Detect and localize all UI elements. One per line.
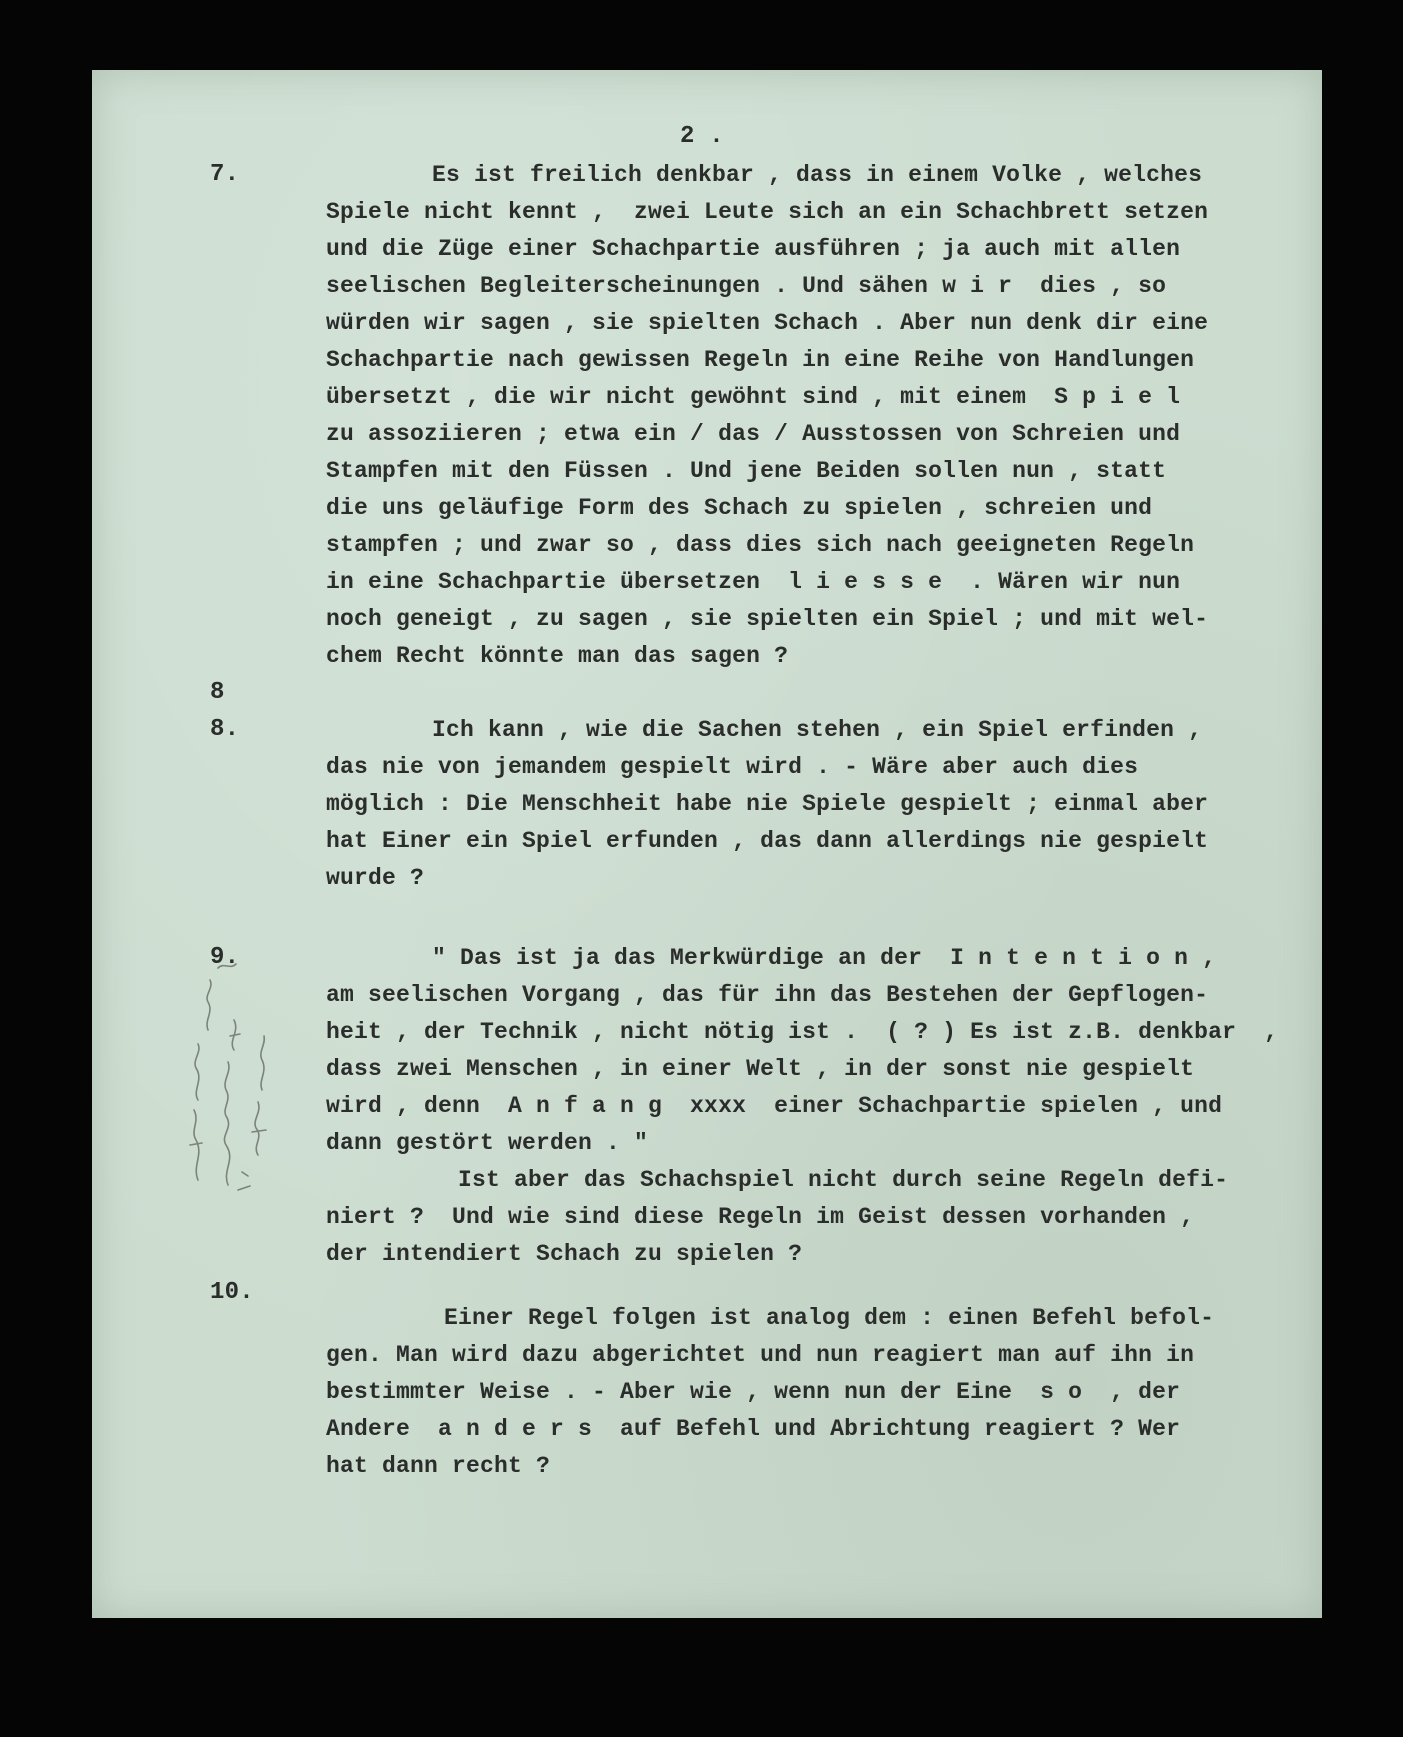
section-8-line-2: das nie von jemandem gespielt wird . - Wäre aber auch dies: [326, 754, 1139, 780]
section-number-8: 8.: [210, 716, 240, 743]
section-7-line-5: würden wir sagen , sie spielten Schach . Aber nun denk dir eine: [326, 310, 1209, 336]
stray-mark: 8: [210, 679, 225, 706]
section-7-line-2: Spiele nicht kennt , zwei Leute sich an ein Schachbrett setzen: [326, 199, 1209, 225]
section-7-line-13: noch geneigt , zu sagen , sie spielten ein Spiel ; und mit wel-: [326, 606, 1209, 632]
section-7-line-9: Stampfen mit den Füssen . Und jene Beiden sollen nun , statt: [326, 458, 1167, 484]
section-7-line-3: und die Züge einer Schachpartie ausführen ; ja auch mit allen: [326, 236, 1181, 262]
section-9-line-4: dass zwei Menschen , in einer Welt , in der sonst nie gespielt: [326, 1056, 1195, 1082]
section-8-line-4: hat Einer ein Spiel erfunden , das dann allerdings nie gespielt: [326, 828, 1209, 854]
section-9-line-7: Ist aber das Schachspiel nicht durch seine Regeln defi-: [458, 1167, 1229, 1193]
handwritten-margin-note: [178, 940, 288, 1200]
section-8-line-1: Ich kann , wie die Sachen stehen , ein Spiel erfinden ,: [432, 717, 1203, 743]
section-9-line-5: wird , denn A n f a n g xxxx einer Schachpartie spielen , und: [326, 1093, 1223, 1119]
section-7-line-8: zu assoziieren ; etwa ein / das / Ausstossen von Schreien und: [326, 421, 1181, 447]
section-7-line-14: chem Recht könnte man das sagen ?: [326, 643, 789, 669]
section-7-line-1: Es ist freilich denkbar , dass in einem Volke , welches: [432, 162, 1203, 188]
section-9-line-6: dann gestört werden . ": [326, 1130, 649, 1156]
section-number-10: 10.: [210, 1279, 254, 1306]
section-8-line-5: wurde ?: [326, 865, 425, 891]
section-9-line-8: niert ? Und wie sind diese Regeln im Geist dessen vorhanden ,: [326, 1204, 1195, 1230]
section-10-line-2: gen. Man wird dazu abgerichtet und nun reagiert man auf ihn in: [326, 1342, 1195, 1368]
section-7-line-7: übersetzt , die wir nicht gewöhnt sind , mit einem S p i e l: [326, 384, 1181, 410]
section-8-line-3: möglich : Die Menschheit habe nie Spiele gespielt ; einmal aber: [326, 791, 1209, 817]
section-number-9: 9.: [210, 944, 240, 971]
section-7-line-12: in eine Schachpartie übersetzen l i e s s e . Wären wir nun: [326, 569, 1181, 595]
page-number: 2 .: [680, 123, 724, 150]
section-10-line-5: hat dann recht ?: [326, 1453, 551, 1479]
section-10-line-1: Einer Regel folgen ist analog dem : einen Befehl befol-: [444, 1305, 1215, 1331]
section-9-line-2: am seelischen Vorgang , das für ihn das Bestehen der Gepflogen-: [326, 982, 1209, 1008]
section-7-line-6: Schachpartie nach gewissen Regeln in eine Reihe von Handlungen: [326, 347, 1195, 373]
section-7-line-11: stampfen ; und zwar so , dass dies sich nach geeigneten Regeln: [326, 532, 1195, 558]
section-10-line-3: bestimmter Weise . - Aber wie , wenn nun der Eine s o , der: [326, 1379, 1181, 1405]
section-number-7: 7.: [210, 161, 240, 188]
section-9-line-3: heit , der Technik , nicht nötig ist . ( ? ) Es ist z.B. denkbar ,: [326, 1019, 1279, 1045]
section-9-line-1: " Das ist ja das Merkwürdige an der I n t e n t i o n ,: [432, 945, 1217, 971]
section-7-line-4: seelischen Begleiterscheinungen . Und sähen w i r dies , so: [326, 273, 1167, 299]
section-7-line-10: die uns geläufige Form des Schach zu spielen , schreien und: [326, 495, 1153, 521]
section-10-line-4: Andere a n d e r s auf Befehl und Abrichtung reagiert ? Wer: [326, 1416, 1181, 1442]
section-9-line-9: der intendiert Schach zu spielen ?: [326, 1241, 803, 1267]
